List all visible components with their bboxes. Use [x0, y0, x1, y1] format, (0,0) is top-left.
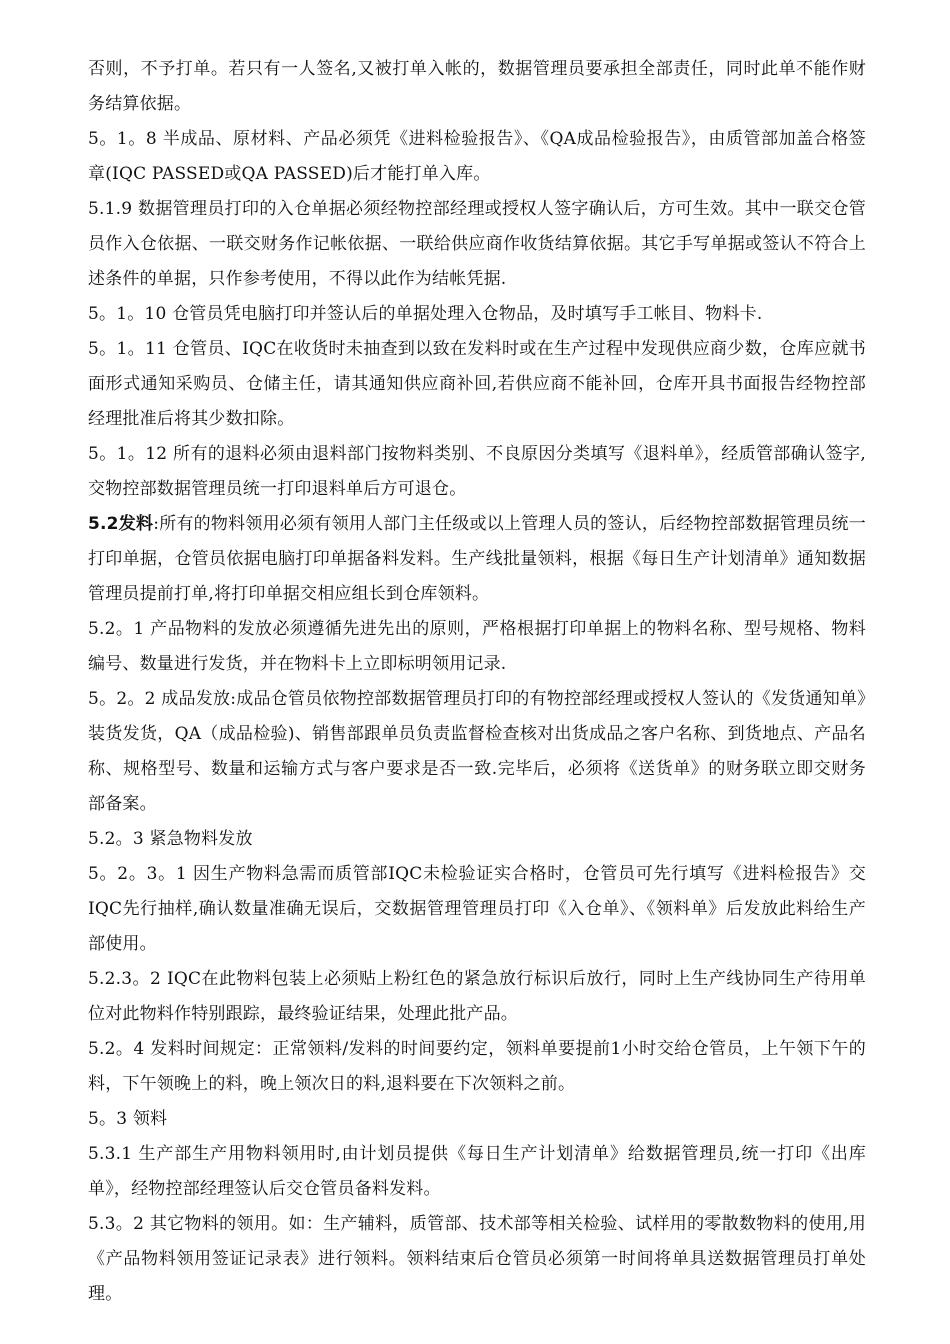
paragraph-5-2-4: 5.2。4 发料时间规定：正常领料/发料的时间要约定，领料单要提前1小时交给仓管员，上午领下午的料，下午领晚上的料，晚上领次日的料,退料要在下次领料之前。	[88, 1039, 866, 1094]
paragraph-continuation: 否则，不予打单。若只有一人签名,又被打单入帐的，数据管理员要承担全部责任，同时此单不能作财务结算依据。	[88, 59, 866, 114]
paragraph-5-3-1: 5.3.1 生产部生产用物料领用时,由计划员提供《每日生产计划清单》给数据管理员,统一打印《出库单》，经物控部经理签认后交仓管员备料发料。	[88, 1144, 866, 1199]
paragraph-5-2-2: 5。2。2 成品发放:成品仓管员依物控部数据管理员打印的有物控部经理或授权人签认的《发货通知单》装货发货，QA（成品检验)、销售部跟单员负责监督检查核对出货成品之客户名称、到货地点、产品名称、规格型号、数量和运输方式与客户要求是否一致.完毕后，必须将《送货单》的财务联立即交财务部备案。	[88, 689, 866, 814]
paragraph-5-1-8: 5。1。8 半成品、原材料、产品必须凭《进料检验报告》、《QA成品检验报告》，由质管部加盖合格签章(IQC PASSED或QA PASSED)后才能打单入库。	[88, 129, 866, 184]
paragraph-5-2-3: 5.2。3 紧急物料发放	[88, 829, 253, 849]
paragraph-5-2-1: 5.2。1 产品物料的发放必须遵循先进先出的原则，严格根据打印单据上的物料名称、型号规格、物料编号、数量进行发货，并在物料卡上立即标明领用记录.	[88, 619, 866, 674]
paragraph-5-1-9: 5.1.9 数据管理员打印的入仓单据必须经物控部经理或授权人签字确认后，方可生效。其中一联交仓管员作入仓依据、一联交财务作记帐依据、一联给供应商作收货结算依据。其它手写单据或签认不符合上述条件的单据，只作参考使用，不得以此作为结帐凭据.	[88, 199, 866, 289]
paragraph-5-1-10: 5。1。10 仓管员凭电脑打印并签认后的单据处理入仓物品，及时填写手工帐目、物料卡.	[88, 304, 763, 324]
paragraph-5-3: 5。3 领料	[88, 1109, 168, 1129]
paragraph-5-2-3-1: 5。2。3。1 因生产物料急需而质管部IQC未检验证实合格时，仓管员可先行填写《进料检报告》交IQC先行抽样,确认数量准确无误后，交数据管理管理员打印《入仓单》、《领料单》后发放此料给生产部使用。	[88, 864, 866, 954]
paragraph-5-3-2: 5.3。2 其它物料的领用。如：生产辅料，质管部、技术部等相关检验、试样用的零散数物料的使用,用《产品物料领用签证记录表》进行领料。领料结束后仓管员必须第一时间将单具送数据管理员打单处理。	[88, 1214, 866, 1304]
section-5-2-text: :所有的物料领用必须有领用人部门主任级或以上管理人员的签认，后经物控部数据管理员统一打印单据，仓管员依据电脑打印单据备料发料。生产线批量领料，根据《每日生产计划清单》通知数据管理员提前打单,将打印单据交相应组长到仓库领料。	[88, 514, 866, 604]
paragraph-5-2	[88, 507, 866, 612]
paragraph-5-1-12: 5。1。12 所有的退料必须由退料部门按物料类别、不良原因分类填写《退料单》，经质管部确认签字,交物控部数据管理员统一打印退料单后方可退仓。	[88, 444, 866, 499]
paragraph-5-2-3-2: 5.2.3。2 IQC在此物料包装上必须贴上粉红色的紧急放行标识后放行，同时上生产线协同生产待用单位对此物料作特别跟踪，最终验证结果，处理此批产品。	[88, 969, 866, 1024]
document-body	[88, 52, 866, 1312]
section-heading-5-2: 5.2发料	[88, 514, 154, 534]
paragraph-5-1-11: 5。1。11 仓管员、IQC在收货时未抽查到以致在发料时或在生产过程中发现供应商少数，仓库应就书面形式通知采购员、仓储主任，请其通知供应商补回,若供应商不能补回，仓库开具书面报告经物控部经理批准后将其少数扣除。	[88, 339, 866, 429]
